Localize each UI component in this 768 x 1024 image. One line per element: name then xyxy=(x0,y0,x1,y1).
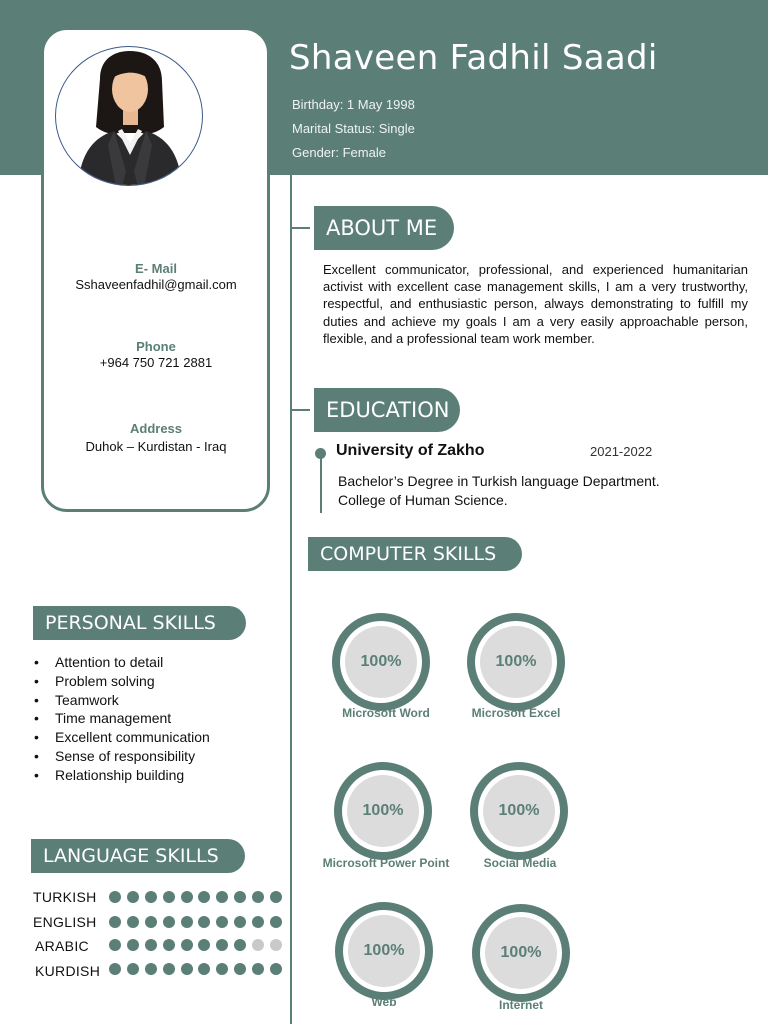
level-dot-filled xyxy=(270,891,282,903)
list-item: • Time management xyxy=(34,709,210,728)
level-dot-empty xyxy=(270,939,282,951)
level-dot-filled xyxy=(109,939,121,951)
level-dot-filled xyxy=(198,963,210,975)
level-dot-filled xyxy=(198,939,210,951)
skill-ring xyxy=(334,762,432,860)
language-name: ARABIC xyxy=(35,938,89,954)
skill-ring xyxy=(470,762,568,860)
skill-label: Social Media xyxy=(483,856,557,870)
email-label: E- Mail xyxy=(135,261,177,276)
level-dot-filled xyxy=(127,891,139,903)
level-dot-filled xyxy=(270,916,282,928)
skill-percent: 100% xyxy=(483,775,555,847)
language-skills-heading: LANGUAGE SKILLS xyxy=(31,839,245,873)
level-dot-filled xyxy=(270,963,282,975)
level-dot-filled xyxy=(234,939,246,951)
education-years: 2021-2022 xyxy=(590,444,653,459)
personal-skills-list xyxy=(34,653,210,785)
address-value: Duhok – Kurdistan - Iraq xyxy=(85,439,227,454)
about-heading: ABOUT ME xyxy=(314,206,454,250)
list-item: • Sense of responsibility xyxy=(34,747,210,766)
phone-value[interactable]: +964 750 721 2881 xyxy=(99,355,213,370)
about-text: Excellent communicator, professional, and experienced humanitarian activist with excellent case management skills, I am a very trustworthy, respectful, and enthusiastic person, always demonstrating to fulfill my duties and achieve my goals I am a very easily approachable person, flexible, and a professional team work member. xyxy=(323,262,748,346)
level-dot-filled xyxy=(145,963,157,975)
level-dot-filled xyxy=(216,939,228,951)
level-dot-filled xyxy=(234,916,246,928)
woman-avatar-icon xyxy=(56,47,203,186)
education-college: College of Human Science. xyxy=(338,492,508,508)
person-name: Shaveen Fadhil Saadi xyxy=(289,38,658,78)
level-dot-filled xyxy=(234,891,246,903)
skill-ring xyxy=(335,902,433,1000)
about-connector xyxy=(292,227,310,229)
skill-label: Internet xyxy=(498,998,543,1012)
list-item: • Problem solving xyxy=(34,672,210,691)
education-line xyxy=(320,456,322,513)
language-level-dots xyxy=(109,963,288,975)
phone-label: Phone xyxy=(136,339,176,354)
level-dot-filled xyxy=(252,891,264,903)
email-value[interactable]: Sshaveenfadhil@gmail.com xyxy=(75,277,237,292)
skill-ring xyxy=(467,613,565,711)
level-dot-filled xyxy=(145,939,157,951)
timeline-line xyxy=(290,175,292,1024)
level-dot-filled xyxy=(181,916,193,928)
level-dot-filled xyxy=(127,963,139,975)
education-degree: Bachelor’s Degree in Turkish language Department. xyxy=(338,473,660,489)
skill-label: Microsoft Excel xyxy=(471,706,561,720)
computer-skills-heading: COMPUTER SKILLS xyxy=(308,537,522,571)
language-name: TURKISH xyxy=(33,889,97,905)
skill-percent: 100% xyxy=(348,915,420,987)
personal-skills-heading: PERSONAL SKILLS xyxy=(33,606,246,640)
level-dot-filled xyxy=(216,916,228,928)
skill-label: Microsoft Power Point xyxy=(322,856,450,870)
level-dot-filled xyxy=(127,916,139,928)
language-level-dots xyxy=(109,916,288,928)
list-item: • Excellent communication xyxy=(34,728,210,747)
level-dot-filled xyxy=(216,891,228,903)
list-item: • Teamwork xyxy=(34,691,210,710)
level-dot-filled xyxy=(163,963,175,975)
level-dot-filled xyxy=(163,916,175,928)
level-dot-filled xyxy=(109,963,121,975)
level-dot-filled xyxy=(198,916,210,928)
list-item: • Attention to detail xyxy=(34,653,210,672)
language-name: ENGLISH xyxy=(33,914,97,930)
level-dot-filled xyxy=(181,891,193,903)
skill-percent: 100% xyxy=(345,626,417,698)
language-level-dots xyxy=(109,891,288,903)
level-dot-filled xyxy=(109,916,121,928)
level-dot-filled xyxy=(234,963,246,975)
level-dot-filled xyxy=(163,891,175,903)
level-dot-filled xyxy=(145,916,157,928)
list-item: • Relationship building xyxy=(34,766,210,785)
skill-percent: 100% xyxy=(485,917,557,989)
level-dot-filled xyxy=(216,963,228,975)
address-label: Address xyxy=(129,421,183,436)
language-level-dots xyxy=(109,939,288,951)
level-dot-filled xyxy=(181,939,193,951)
level-dot-filled xyxy=(198,891,210,903)
level-dot-filled xyxy=(127,939,139,951)
birthday-info: Birthday: 1 May 1998 xyxy=(292,97,415,112)
language-name: KURDISH xyxy=(35,963,101,979)
skill-ring xyxy=(472,904,570,1002)
level-dot-filled xyxy=(252,916,264,928)
level-dot-filled xyxy=(145,891,157,903)
level-dot-filled xyxy=(252,963,264,975)
skill-ring xyxy=(332,613,430,711)
education-connector xyxy=(292,409,310,411)
marital-status-info: Marital Status: Single xyxy=(292,121,415,136)
education-heading: EDUCATION xyxy=(314,388,460,432)
level-dot-filled xyxy=(109,891,121,903)
level-dot-filled xyxy=(181,963,193,975)
level-dot-empty xyxy=(252,939,264,951)
skill-percent: 100% xyxy=(480,626,552,698)
skill-percent: 100% xyxy=(347,775,419,847)
gender-info: Gender: Female xyxy=(292,145,386,160)
education-university: University of Zakho xyxy=(336,442,485,459)
skill-label: Web xyxy=(371,995,397,1009)
profile-avatar xyxy=(55,46,203,186)
level-dot-filled xyxy=(163,939,175,951)
skill-label: Microsoft Word xyxy=(342,706,430,720)
